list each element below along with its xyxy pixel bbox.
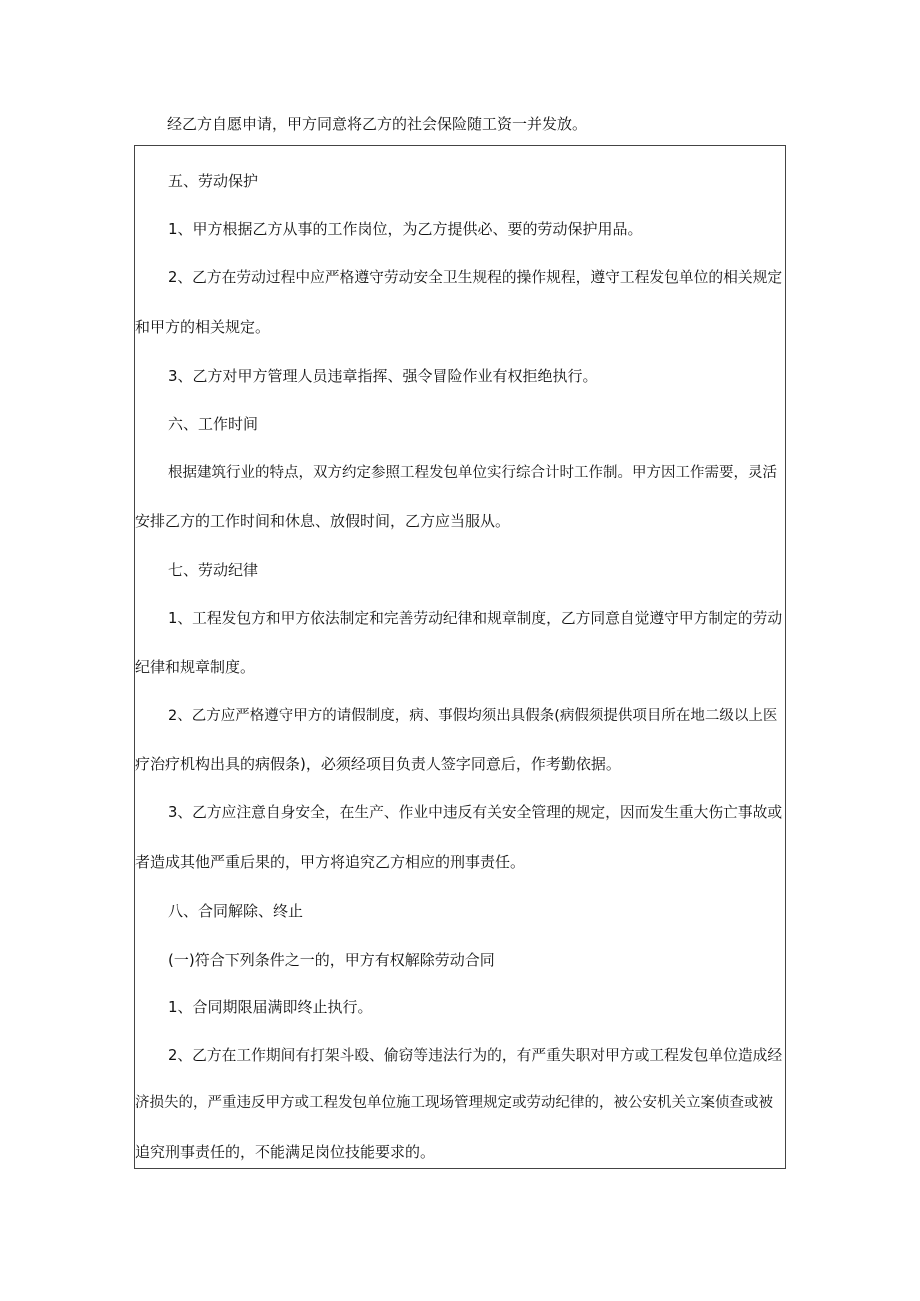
clause-text-continued: 济损失的，严重违反甲方或工程发包单位施工现场管理规定或劳动纪律的，被公安机关立案侦查或被 <box>135 1095 773 1111</box>
clause-text: 2、乙方在工作期间有打架斗殴、偷窃等违法行为的，有严重失职对甲方或工程发包单位造成经 <box>168 1047 783 1064</box>
clause-text: 3、乙方应注意自身安全，在生产、作业中违反有关安全管理的规定，因而发生重大伤亡事故或 <box>168 804 783 821</box>
section-heading-contract-termination: 八、合同解除、终止 <box>168 902 304 920</box>
clause-text: 2、乙方应严格遵守甲方的请假制度，病、事假均须出具假条(病假须提供项目所在地二级以上医 <box>168 708 778 724</box>
clause-text-continued: 纪律和规章制度。 <box>135 658 256 676</box>
section-heading-labor-discipline: 七、劳动纪律 <box>168 561 259 579</box>
section-heading-working-hours: 六、工作时间 <box>168 415 259 433</box>
clause-text: 2、乙方在劳动过程中应严格遵守劳动安全卫生规程的操作规程，遵守工程发包单位的相关规定 <box>168 269 783 286</box>
clause-text-continued: 疗治疗机构出具的病假条)，必须经项目负责人签字同意后，作考勤依据。 <box>135 755 621 773</box>
section-heading-labor-protection: 五、劳动保护 <box>168 172 259 190</box>
clause-text: 3、乙方对甲方管理人员违章指挥、强令冒险作业有权拒绝执行。 <box>168 367 598 385</box>
clause-text-continued: 追究刑事责任的，不能满足岗位技能要求的。 <box>135 1143 436 1161</box>
subsection-heading: (一)符合下列条件之一的，甲方有权解除劳动合同 <box>168 951 495 969</box>
clause-text-continued: 和甲方的相关规定。 <box>135 318 271 336</box>
clause-text: 根据建筑行业的特点，双方约定参照工程发包单位实行综合计时工作制。甲方因工作需要，灵活 <box>168 465 777 481</box>
contract-clauses-box <box>134 145 786 1169</box>
clause-text: 1、甲方根据乙方从事的工作岗位，为乙方提供必、要的劳动保护用品。 <box>168 220 643 238</box>
clause-text: 1、合同期限届满即终止执行。 <box>168 998 373 1016</box>
clause-text-continued: 者造成其他严重后果的，甲方将追究乙方相应的刑事责任。 <box>135 853 526 871</box>
clause-text-continued: 安排乙方的工作时间和休息、放假时间，乙方应当服从。 <box>135 512 511 530</box>
intro-paragraph: 经乙方自愿申请，甲方同意将乙方的社会保险随工资一并发放。 <box>167 115 588 133</box>
clause-text: 1、工程发包方和甲方依法制定和完善劳动纪律和规章制度，乙方同意自觉遵守甲方制定的劳动 <box>168 610 783 627</box>
